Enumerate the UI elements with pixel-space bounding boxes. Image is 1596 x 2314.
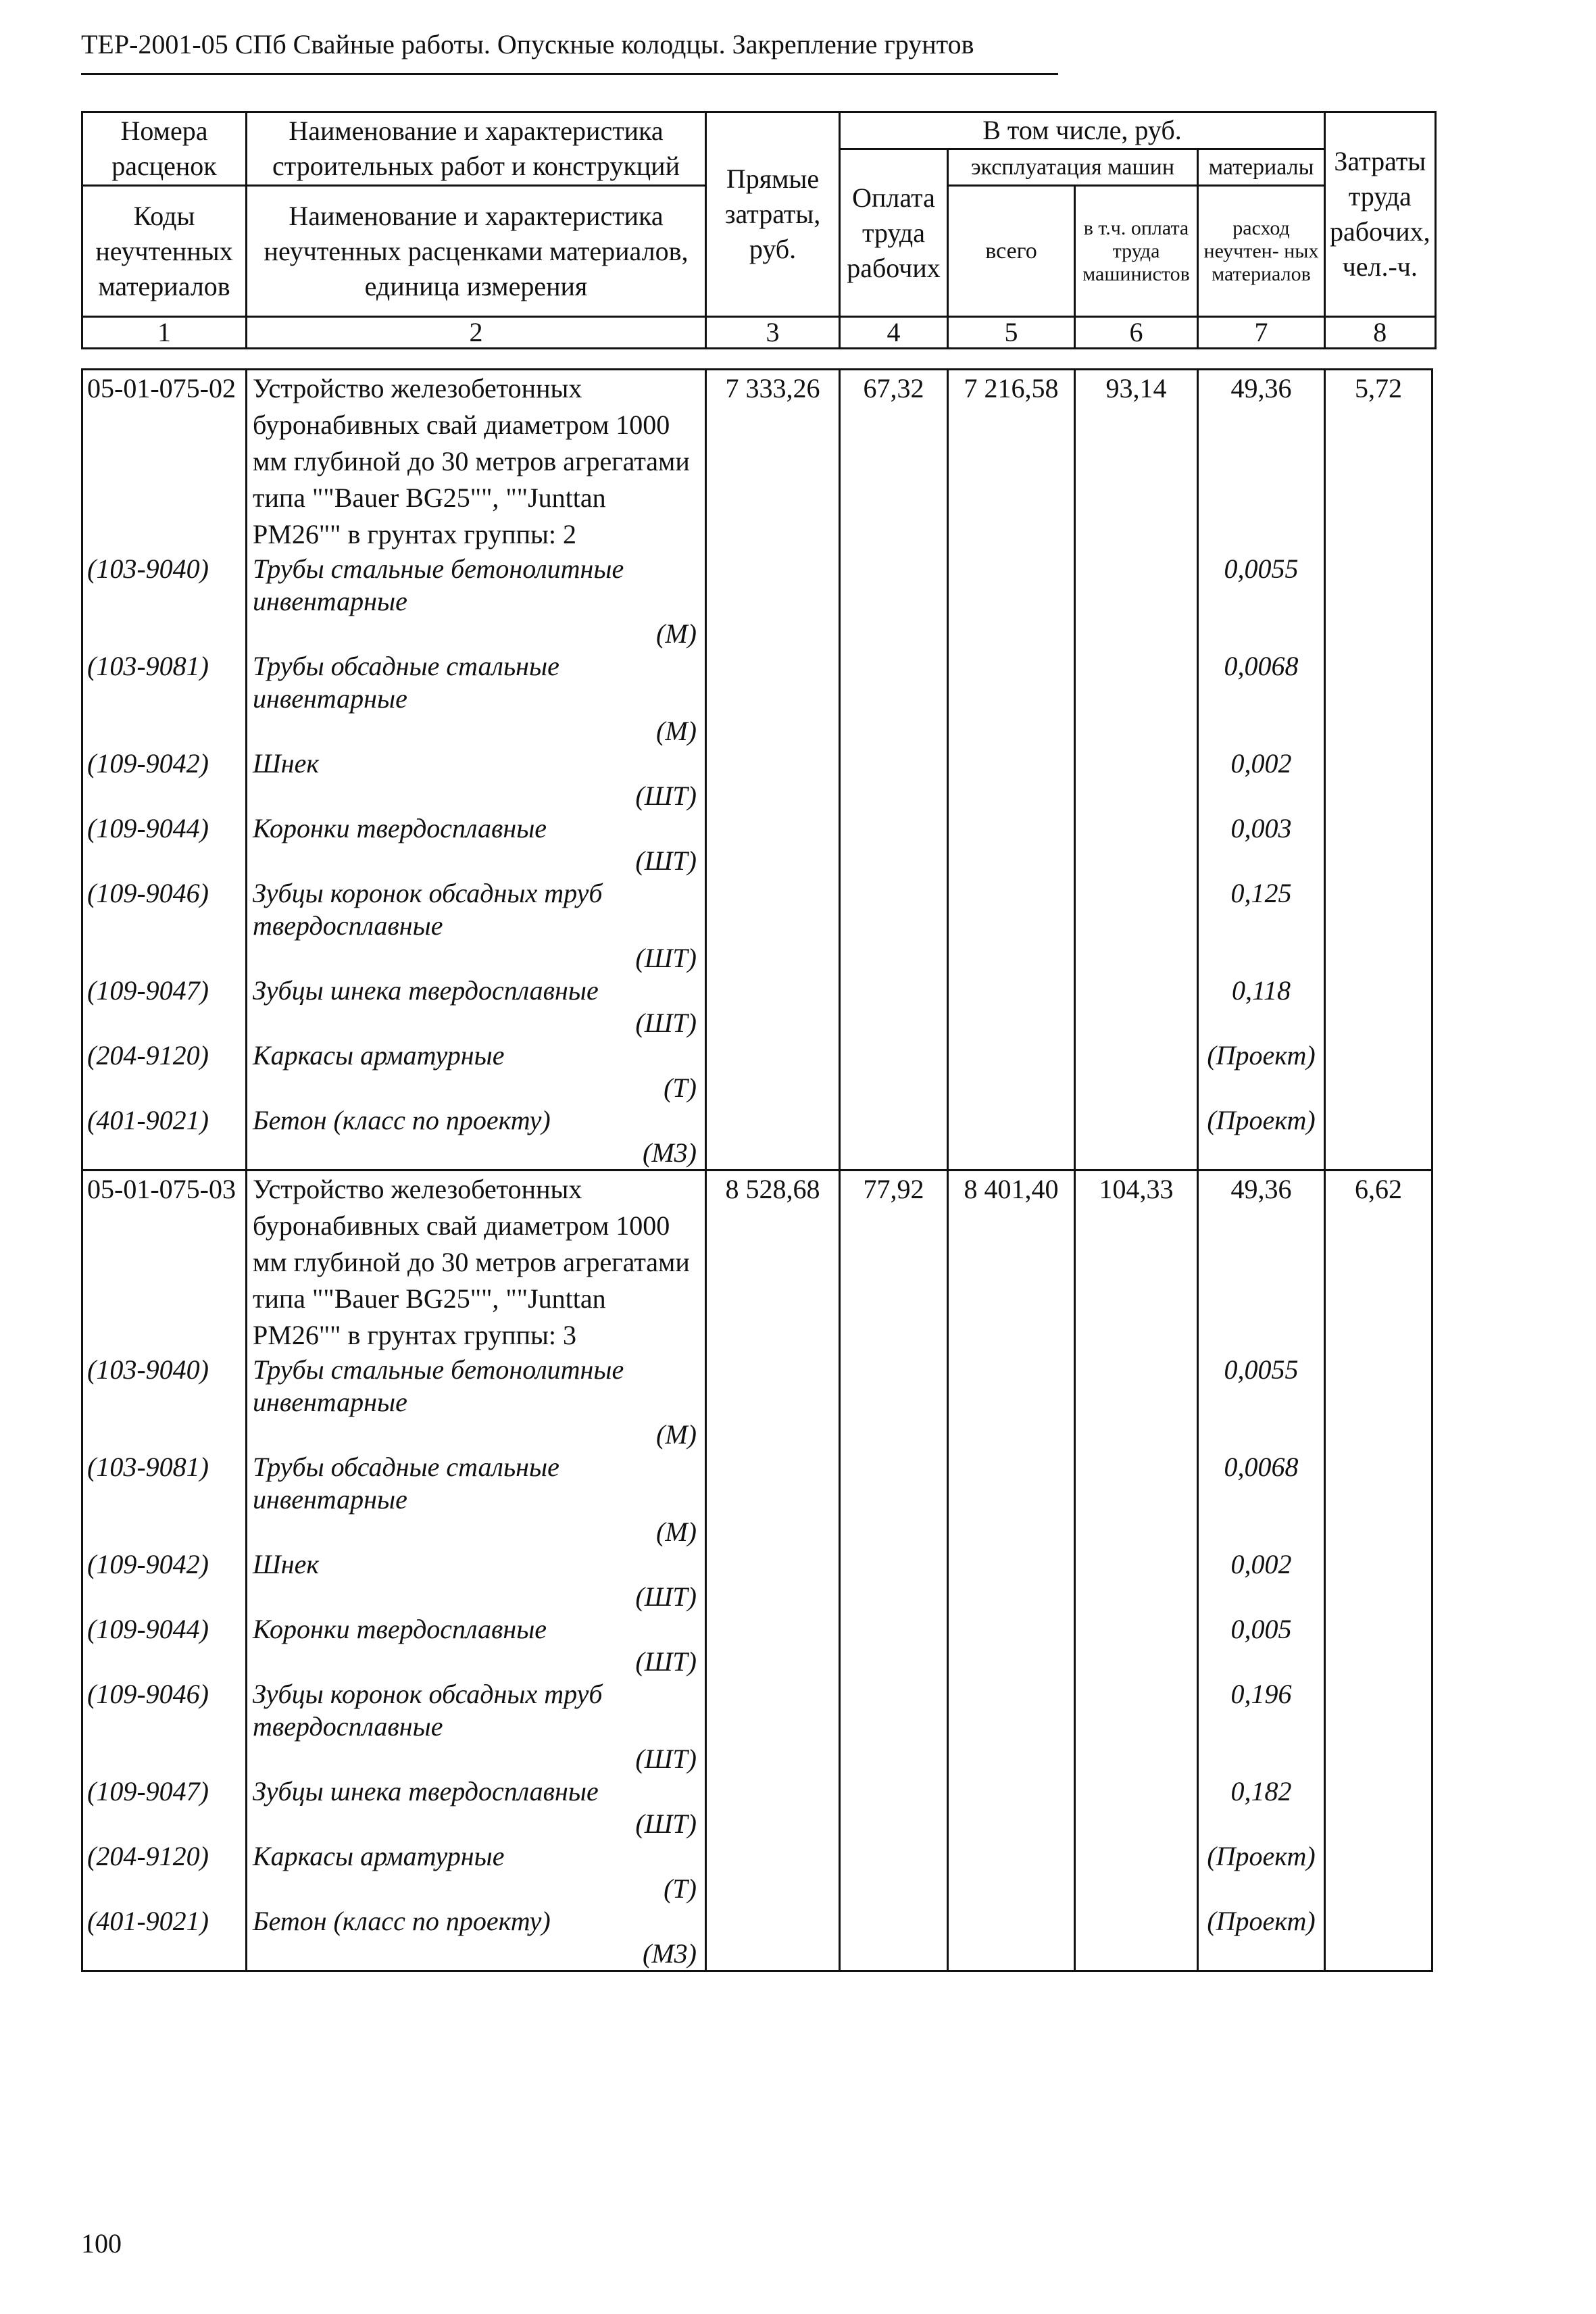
empty-cell <box>840 1548 948 1613</box>
material-consumption: 0,0068 <box>1198 1451 1325 1548</box>
header-col2-top: Наименование и характеристика строительных работ и конструкций <box>247 112 706 186</box>
material-name: Бетон (класс по проекту) <box>253 1906 551 1936</box>
material-consumption: 0,0055 <box>1198 1354 1325 1451</box>
material-cell <box>247 1548 706 1613</box>
running-head-rule <box>81 73 1058 75</box>
empty-cell <box>1075 1451 1198 1548</box>
header-group: В том числе, руб. <box>840 112 1325 149</box>
header-col4: Оплата труда рабочих <box>840 149 948 317</box>
material-consumption: 0,0055 <box>1198 553 1325 650</box>
machinists-pay: 104,33 <box>1075 1171 1198 1354</box>
page-number: 100 <box>81 2228 122 2259</box>
material-row <box>82 877 1432 975</box>
material-code: (103-9040) <box>82 1354 247 1451</box>
empty-cell <box>1075 1775 1198 1840</box>
material-cell <box>247 877 706 975</box>
material-name: Коронки твердосплавные <box>253 1614 547 1644</box>
empty-cell <box>948 1354 1075 1451</box>
material-consumption: 0,002 <box>1198 747 1325 812</box>
empty-cell <box>1325 1354 1432 1451</box>
empty-cell <box>706 975 840 1039</box>
material-code: (109-9046) <box>82 1678 247 1775</box>
header-num-3: 3 <box>706 317 840 349</box>
material-row <box>82 1354 1432 1451</box>
direct-costs: 8 528,68 <box>706 1171 840 1354</box>
empty-cell <box>1325 747 1432 812</box>
material-code: (109-9042) <box>82 1548 247 1613</box>
empty-cell <box>948 747 1075 812</box>
material-row <box>82 1613 1432 1678</box>
empty-cell <box>1325 1775 1432 1840</box>
empty-cell <box>948 1678 1075 1775</box>
material-code: (103-9081) <box>82 650 247 747</box>
material-consumption: 0,196 <box>1198 1678 1325 1775</box>
material-unit: (ШТ) <box>635 943 697 973</box>
empty-cell <box>840 975 948 1039</box>
empty-cell <box>1325 1613 1432 1678</box>
material-consumption: 0,003 <box>1198 812 1325 877</box>
empty-cell <box>948 1039 1075 1104</box>
header-materials: материалы <box>1198 149 1325 186</box>
material-code: (103-9040) <box>82 553 247 650</box>
empty-cell <box>948 1905 1075 1971</box>
materials-cost: 49,36 <box>1198 1171 1325 1354</box>
rate-name: Устройство железобетонных буронабивных свай диаметром 1000 мм глубиной до 30 метров агрегатами типа ""Bauer BG25"", ""Junttan PM26"" в грунтах группы: 3 <box>247 1171 706 1354</box>
machines-total: 8 401,40 <box>948 1171 1075 1354</box>
material-unit: (ШТ) <box>635 845 697 876</box>
empty-cell <box>706 1678 840 1775</box>
header-col2-bottom: Наименование и характеристика неучтенных расценками материалов, единица измерения <box>247 186 706 317</box>
header-num-4: 4 <box>840 317 948 349</box>
empty-cell <box>706 1613 840 1678</box>
labor-hours: 6,62 <box>1325 1171 1432 1354</box>
material-unit: (Т) <box>664 1873 697 1904</box>
material-name: Шнек <box>253 748 320 779</box>
material-cell <box>247 1451 706 1548</box>
material-row <box>82 1678 1432 1775</box>
empty-cell <box>1325 1104 1432 1171</box>
material-name: Шнек <box>253 1549 320 1579</box>
empty-cell <box>1325 553 1432 650</box>
material-name: Зубцы коронок обсадных труб твердосплавные <box>253 878 603 941</box>
empty-cell <box>948 1613 1075 1678</box>
material-consumption: (Проект) <box>1198 1840 1325 1905</box>
header-col1-bottom: Коды неучтенных материалов <box>82 186 247 317</box>
empty-cell <box>1325 812 1432 877</box>
material-row <box>82 1840 1432 1905</box>
material-cell <box>247 553 706 650</box>
empty-cell <box>706 650 840 747</box>
empty-cell <box>1325 1905 1432 1971</box>
empty-cell <box>1325 1039 1432 1104</box>
material-cell <box>247 1039 706 1104</box>
empty-cell <box>706 1840 840 1905</box>
header-col8: Затраты труда рабочих, чел.-ч. <box>1325 112 1436 317</box>
materials-cost: 49,36 <box>1198 370 1325 553</box>
material-consumption: (Проект) <box>1198 1905 1325 1971</box>
empty-cell <box>948 553 1075 650</box>
machines-total: 7 216,58 <box>948 370 1075 553</box>
empty-cell <box>706 1775 840 1840</box>
material-code: (109-9042) <box>82 747 247 812</box>
empty-cell <box>840 812 948 877</box>
material-consumption: 0,118 <box>1198 975 1325 1039</box>
material-cell <box>247 747 706 812</box>
material-name: Каркасы арматурные <box>253 1841 505 1871</box>
material-unit: (Т) <box>664 1073 697 1103</box>
empty-cell <box>706 1548 840 1613</box>
empty-cell <box>1325 650 1432 747</box>
material-cell <box>247 1104 706 1171</box>
empty-cell <box>948 812 1075 877</box>
empty-cell <box>948 650 1075 747</box>
material-cell <box>247 1613 706 1678</box>
material-code: (204-9120) <box>82 1039 247 1104</box>
empty-cell <box>1075 553 1198 650</box>
material-name: Зубцы шнека твердосплавные <box>253 975 599 1006</box>
empty-cell <box>840 1039 948 1104</box>
material-unit: (М) <box>656 618 697 649</box>
empty-cell <box>1075 1678 1198 1775</box>
material-cell <box>247 1354 706 1451</box>
material-cell <box>247 1905 706 1971</box>
direct-costs: 7 333,26 <box>706 370 840 553</box>
empty-cell <box>948 1548 1075 1613</box>
empty-cell <box>840 747 948 812</box>
empty-cell <box>1325 1678 1432 1775</box>
header-num-6: 6 <box>1075 317 1198 349</box>
material-code: (401-9021) <box>82 1905 247 1971</box>
material-row <box>82 975 1432 1039</box>
header-col5: всего <box>948 186 1075 317</box>
empty-cell <box>1075 1840 1198 1905</box>
material-name: Каркасы арматурные <box>253 1040 505 1070</box>
material-consumption: (Проект) <box>1198 1039 1325 1104</box>
empty-cell <box>840 1678 948 1775</box>
empty-cell <box>1325 1548 1432 1613</box>
empty-cell <box>840 1451 948 1548</box>
labor-pay: 77,92 <box>840 1171 948 1354</box>
empty-cell <box>840 1905 948 1971</box>
header-col7: расход неучтен- ных материалов <box>1198 186 1325 317</box>
material-unit: (М) <box>656 1517 697 1547</box>
material-name: Бетон (класс по проекту) <box>253 1105 551 1135</box>
header-col3: Прямые затраты, руб. <box>706 112 840 317</box>
material-row <box>82 812 1432 877</box>
material-consumption: 0,005 <box>1198 1613 1325 1678</box>
material-unit: (М) <box>656 1419 697 1450</box>
labor-pay: 67,32 <box>840 370 948 553</box>
material-code: (103-9081) <box>82 1451 247 1548</box>
empty-cell <box>706 747 840 812</box>
empty-cell <box>840 1354 948 1451</box>
empty-cell <box>706 553 840 650</box>
empty-cell <box>948 877 1075 975</box>
material-code: (109-9046) <box>82 877 247 975</box>
material-consumption: 0,182 <box>1198 1775 1325 1840</box>
header-num-8: 8 <box>1325 317 1436 349</box>
header-num-1: 1 <box>82 317 247 349</box>
empty-cell <box>1075 747 1198 812</box>
material-name: Зубцы шнека твердосплавные <box>253 1776 599 1806</box>
material-code: (109-9044) <box>82 1613 247 1678</box>
material-cell <box>247 1840 706 1905</box>
rate-code: 05-01-075-02 <box>82 370 247 553</box>
material-name: Трубы стальные бетонолитные инвентарные <box>253 1354 624 1417</box>
empty-cell <box>706 1104 840 1171</box>
header-num-7: 7 <box>1198 317 1325 349</box>
header-num-2: 2 <box>247 317 706 349</box>
material-row <box>82 747 1432 812</box>
material-unit: (М3) <box>643 1938 697 1969</box>
material-consumption: 0,002 <box>1198 1548 1325 1613</box>
empty-cell <box>1075 1354 1198 1451</box>
header-table <box>81 111 1437 349</box>
machinists-pay: 93,14 <box>1075 370 1198 553</box>
empty-cell <box>840 1840 948 1905</box>
material-cell <box>247 1775 706 1840</box>
empty-cell <box>1075 877 1198 975</box>
material-code: (204-9120) <box>82 1840 247 1905</box>
material-row <box>82 1775 1432 1840</box>
empty-cell <box>706 1451 840 1548</box>
empty-cell <box>948 1104 1075 1171</box>
rate-name: Устройство железобетонных буронабивных свай диаметром 1000 мм глубиной до 30 метров агрегатами типа ""Bauer BG25"", ""Junttan PM26"" в грунтах группы: 2 <box>247 370 706 553</box>
empty-cell <box>840 650 948 747</box>
empty-cell <box>948 975 1075 1039</box>
header-col1-top: Номера расценок <box>82 112 247 186</box>
material-consumption: 0,0068 <box>1198 650 1325 747</box>
material-code: (109-9047) <box>82 1775 247 1840</box>
empty-cell <box>1075 650 1198 747</box>
material-name: Коронки твердосплавные <box>253 813 547 843</box>
empty-cell <box>948 1840 1075 1905</box>
empty-cell <box>948 1775 1075 1840</box>
rates-table <box>81 368 1433 1972</box>
empty-cell <box>706 812 840 877</box>
rate-row <box>82 370 1432 553</box>
material-unit: (ШТ) <box>635 1808 697 1839</box>
empty-cell <box>1075 1548 1198 1613</box>
header-col6: в т.ч. оплата труда машинистов <box>1075 186 1198 317</box>
material-cell <box>247 650 706 747</box>
empty-cell <box>1325 1840 1432 1905</box>
material-consumption: (Проект) <box>1198 1104 1325 1171</box>
material-row <box>82 1905 1432 1971</box>
material-row <box>82 1548 1432 1613</box>
material-row <box>82 553 1432 650</box>
material-unit: (ШТ) <box>635 1744 697 1774</box>
empty-cell <box>706 877 840 975</box>
labor-hours: 5,72 <box>1325 370 1432 553</box>
running-head: ТЕР-2001-05 СПб Свайные работы. Опускные колодцы. Закрепление грунтов <box>81 29 974 59</box>
empty-cell <box>1075 975 1198 1039</box>
material-name: Трубы стальные бетонолитные инвентарные <box>253 553 624 616</box>
empty-cell <box>948 1451 1075 1548</box>
material-cell <box>247 975 706 1039</box>
empty-cell <box>840 1104 948 1171</box>
material-cell <box>247 1678 706 1775</box>
material-row <box>82 1039 1432 1104</box>
empty-cell <box>1075 1905 1198 1971</box>
material-row <box>82 1451 1432 1548</box>
material-code: (109-9047) <box>82 975 247 1039</box>
empty-cell <box>1075 1104 1198 1171</box>
material-row <box>82 650 1432 747</box>
material-unit: (ШТ) <box>635 1646 697 1677</box>
material-unit: (М3) <box>643 1137 697 1168</box>
material-unit: (М) <box>656 716 697 746</box>
header-num-5: 5 <box>948 317 1075 349</box>
empty-cell <box>840 1613 948 1678</box>
material-name: Трубы обсадные стальные инвентарные <box>253 651 559 714</box>
empty-cell <box>1325 1451 1432 1548</box>
empty-cell <box>840 553 948 650</box>
header-machines: эксплуатация машин <box>948 149 1198 186</box>
empty-cell <box>1075 1613 1198 1678</box>
empty-cell <box>706 1354 840 1451</box>
empty-cell <box>1075 812 1198 877</box>
material-name: Трубы обсадные стальные инвентарные <box>253 1452 559 1515</box>
empty-cell <box>1325 975 1432 1039</box>
material-unit: (ШТ) <box>635 1581 697 1612</box>
material-cell <box>247 812 706 877</box>
material-unit: (ШТ) <box>635 781 697 811</box>
empty-cell <box>840 877 948 975</box>
material-name: Зубцы коронок обсадных труб твердосплавные <box>253 1679 603 1742</box>
empty-cell <box>840 1775 948 1840</box>
empty-cell <box>706 1039 840 1104</box>
material-code: (109-9044) <box>82 812 247 877</box>
empty-cell <box>1325 877 1432 975</box>
material-unit: (ШТ) <box>635 1008 697 1038</box>
material-row <box>82 1104 1432 1171</box>
empty-cell <box>1075 1039 1198 1104</box>
rate-code: 05-01-075-03 <box>82 1171 247 1354</box>
rate-row <box>82 1171 1432 1354</box>
material-consumption: 0,125 <box>1198 877 1325 975</box>
material-code: (401-9021) <box>82 1104 247 1171</box>
empty-cell <box>706 1905 840 1971</box>
